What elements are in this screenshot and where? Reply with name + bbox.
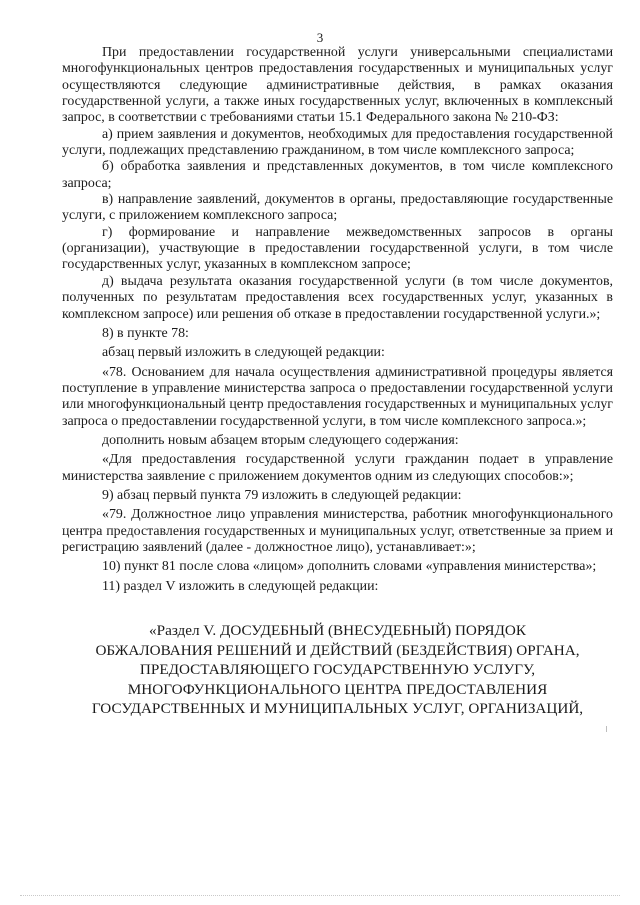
paragraph-item-v: в) направление заявлений, документов в органы, предоставляющие государственные услуги, с приложением комплексного запроса; [62, 192, 613, 224]
section-heading-line: МНОГОФУНКЦИОНАЛЬНОГО ЦЕНТРА ПРЕДОСТАВЛЕНИЯ [127, 680, 548, 698]
paragraph-submission: «Для предоставления государственной услуги гражданин подает в управление министерства заявление с приложением документов одним из следующих способов:»; [62, 452, 613, 484]
section-heading-line: ОБЖАЛОВАНИЯ РЕШЕНИЙ И ДЕЙСТВИЙ (БЕЗДЕЙСТВИЯ) ОРГАНА, [95, 641, 580, 659]
paragraph-point-10: 10) пункт 81 после слова «лицом» дополнить словами «управления министерства»; [102, 559, 597, 575]
scan-bottom-edge [20, 895, 620, 896]
paragraph-first-abzac: абзац первый изложить в следующей редакции: [102, 345, 385, 361]
paragraph-item-g: г) формирование и направление межведомственных запросов в органы (организации), участвующие в предоставлении государственной услуги, в том числе государственных услуг, указанных в комплексном запросе; [62, 224, 613, 273]
paragraph-78: «78. Основанием для начала осуществления административной процедуры является поступление в управление министерства запроса о предоставлении государственной услуги или многофункциональный центр предоставления государственных и муниципальных услуг запроса о предоставлении государственной услуги, в том числе комплексного запроса.»; [62, 364, 613, 429]
paragraph-item-a: а) прием заявления и документов, необходимых для предоставления государственной услуги, подлежащих представлению гражданином, в том числе комплексного запроса; [62, 126, 613, 159]
paragraph-79: «79. Должностное лицо управления министерства, работник многофункционального центра предоставления государственных и муниципальных услуг, ответственные за прием и регистрацию заявлений (далее - должностное лицо), устанавливает:»; [62, 507, 613, 555]
section-heading-line: ПРЕДОСТАВЛЯЮЩЕГО ГОСУДАРСТВЕННУЮ УСЛУГУ, [139, 661, 536, 678]
section-heading-line: «Раздел V. ДОСУДЕБНЫЙ (ВНЕСУДЕБНЫЙ) ПОРЯДОК [149, 622, 526, 639]
paragraph-point-9: 9) абзац первый пункта 79 изложить в следующей редакции: [102, 487, 462, 503]
document-body [62, 45, 613, 719]
paragraph-item-d: д) выдача результата оказания государственной услуги (в том числе документов, полученных по результатам предоставления всех государственных услуг, указанных в комплексном запросе) или решения об отказе в предоставлении государственной услуги.»; [62, 273, 613, 322]
paragraph-point-8: 8) в пункте 78: [102, 325, 189, 341]
paragraph-add-second-abzac: дополнить новым абзацем вторым следующего содержания: [102, 432, 459, 448]
paragraph-item-b: б) обработка заявления и представленных документов, в том числе комплексного запроса; [62, 159, 613, 191]
page-number: 3 [316, 30, 324, 45]
section-heading-line: ГОСУДАРСТВЕННЫХ И МУНИЦИПАЛЬНЫХ УСЛУГ, ОРГАНИЗАЦИЙ, [91, 700, 584, 717]
section-heading [62, 621, 613, 719]
paragraph-point-11: 11) раздел V изложить в следующей редакции: [102, 578, 379, 594]
scan-mark [606, 726, 607, 732]
paragraph-intro: При предоставлении государственной услуги универсальными специалистами многофункциональных центров предоставления государственных и муниципальных услуг осуществляются следующие административные действия, в рамках оказания государственной услуги, а также иных государственных услуг, включенных в комплексный запрос, в соответствии с требованиями статьи 15.1 Федерального закона № 210-ФЗ: [62, 45, 613, 126]
